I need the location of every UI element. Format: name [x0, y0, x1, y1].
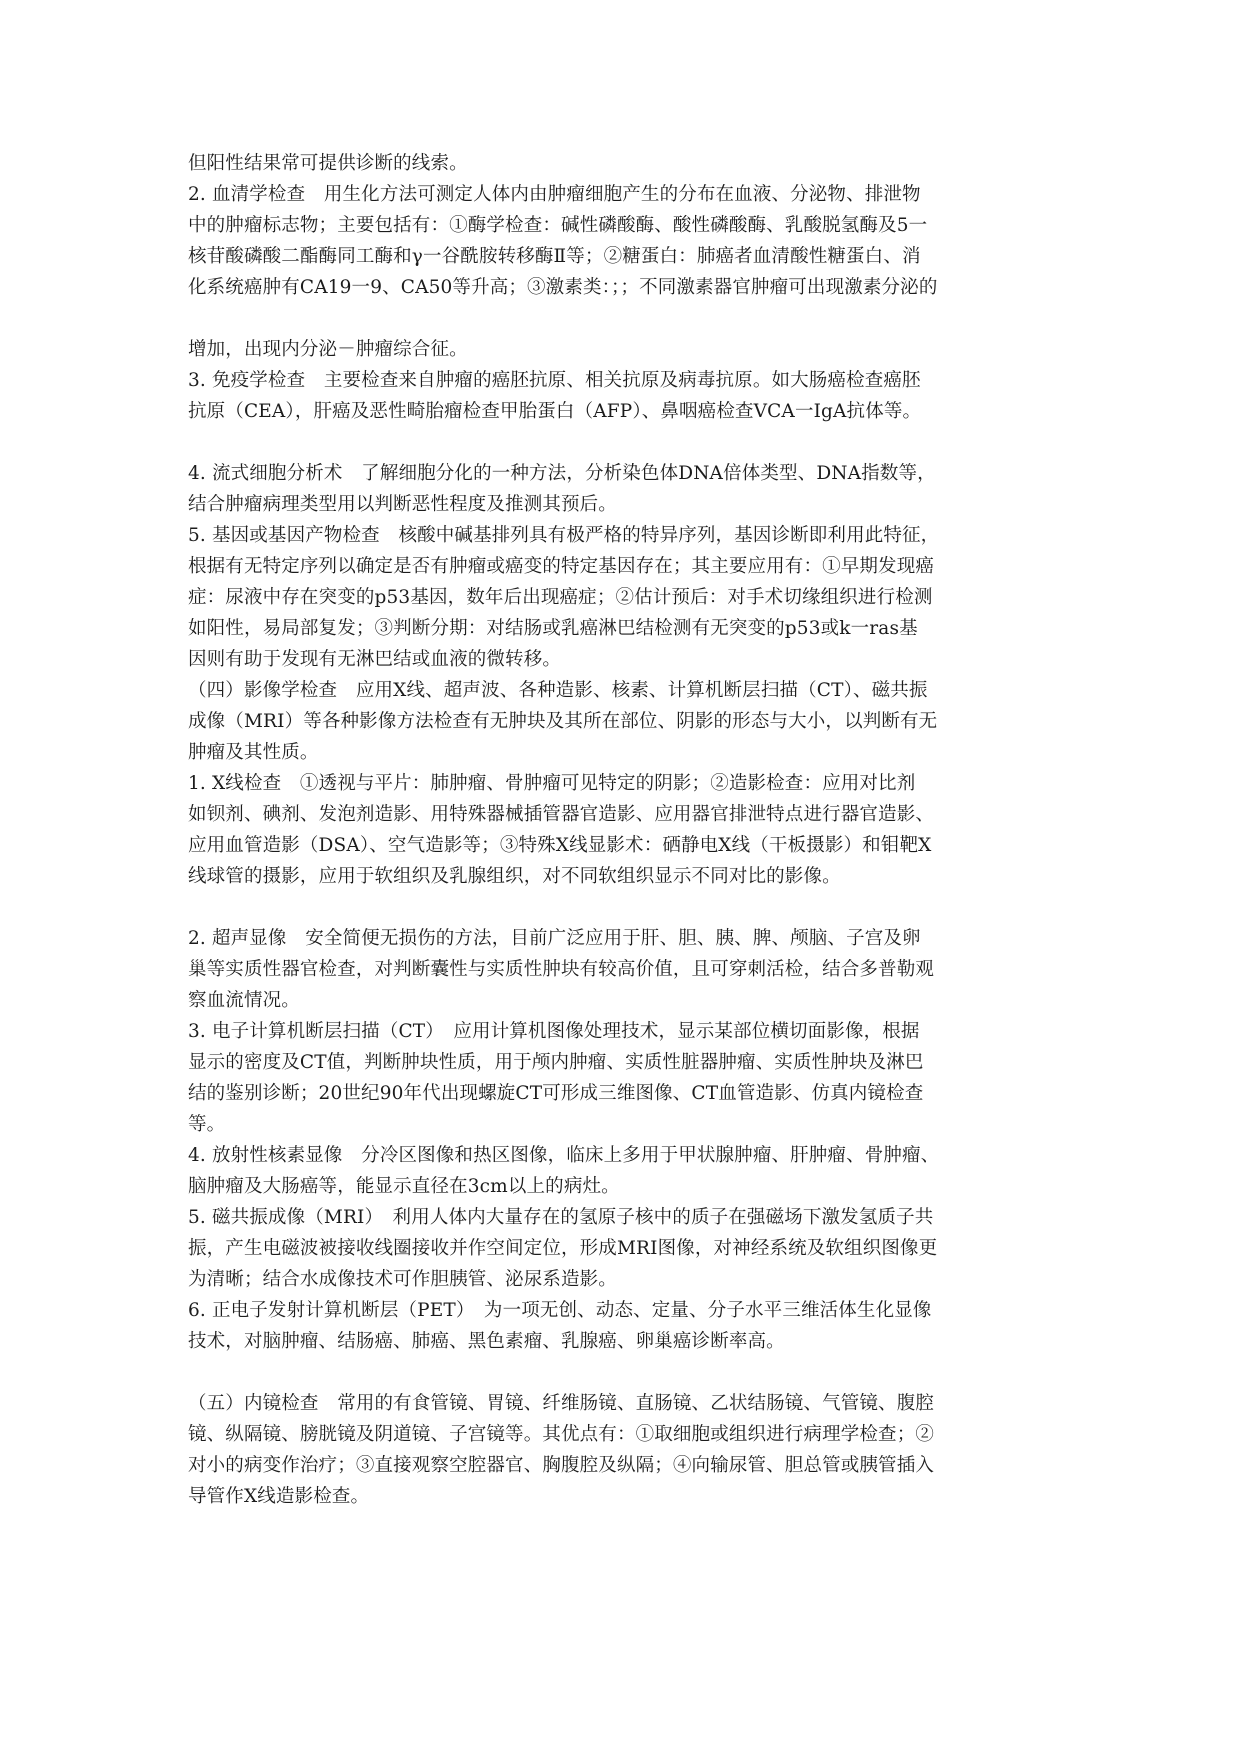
text-line: 导管作X线造影检查。 [188, 1486, 370, 1507]
blank-line [188, 427, 1068, 458]
text-line: 4. 流式细胞分析术 了解细胞分化的一种方法，分析染色体DNA倍体类型、DNA指数等， [188, 463, 936, 484]
text-line: 肿瘤及其性质。 [188, 742, 319, 763]
document-body [188, 148, 1068, 1512]
text-line: 4. 放射性核素显像 分冷区图像和热区图像，临床上多用于甲状腺肿瘤、肝肿瘤、骨肿瘤、 [188, 1145, 940, 1166]
text-line: 中的肿瘤标志物；主要包括有：①酶学检查：碱性磷酸酶、酸性磷酸酶、乳酸脱氢酶及5一 [188, 215, 928, 236]
text-line: 巢等实质性器官检查，对判断囊性与实质性肿块有较高价值，且可穿刺活检，结合多普勒观 [188, 959, 935, 980]
text-line: 5. 磁共振成像（MRI） 利用人体内大量存在的氢原子核中的质子在强磁场下激发氢质子共 [188, 1207, 934, 1228]
text-line: 如钡剂、碘剂、发泡剂造影、用特殊器械插管器官造影、应用器官排泄特点进行器官造影、 [188, 804, 935, 825]
text-line: 如阳性，易局部复发；③判断分期：对结肠或乳癌淋巴结检测有无突变的p53或k一ras基 [188, 618, 918, 639]
text-line: 症：尿液中存在突变的p53基因，数年后出现癌症；②估计预后：对手术切缘组织进行检测 [188, 587, 933, 608]
text-line: 脑肿瘤及大肠癌等，能显示直径在3cm以上的病灶。 [188, 1176, 620, 1197]
text-line: 等。 [188, 1114, 226, 1135]
text-line: 根据有无特定序列以确定是否有肿瘤或癌变的特定基因存在；其主要应用有：①早期发现癌 [188, 556, 935, 577]
text-line: 振，产生电磁波被接收线圈接收并作空间定位，形成MRI图像，对神经系统及软组织图像更 [188, 1238, 938, 1259]
text-line: 对小的病变作治疗；③直接观察空腔器官、胸腹腔及纵隔；④向输尿管、胆总管或胰管插入 [188, 1455, 935, 1476]
text-line: （四）影像学检查 应用X线、超声波、各种造影、核素、计算机断层扫描（CT）、磁共振 [188, 680, 928, 701]
text-line: 2. 血清学检查 用生化方法可测定人体内由肿瘤细胞产生的分布在血液、分泌物、排泄物 [188, 184, 921, 205]
text-line: 成像（MRI）等各种影像方法检查有无肿块及其所在部位、阴影的形态与大小，以判断有无 [188, 711, 938, 732]
text-line: 应用血管造影（DSA）、空气造影等；③特殊X线显影术：硒静电X线（干板摄影）和钼靶X [188, 835, 932, 856]
text-line: 2. 超声显像 安全简便无损伤的方法，目前广泛应用于肝、胆、胰、脾、颅脑、子宫及卵 [188, 928, 921, 949]
text-line: 但阳性结果常可提供诊断的线索。 [188, 153, 468, 174]
text-line: 核苷酸磷酸二酯酶同工酶和γ一谷酰胺转移酶Ⅱ等；②糖蛋白：肺癌者血清酸性糖蛋白、消 [188, 246, 921, 267]
text-line: 线球管的摄影，应用于软组织及乳腺组织，对不同软组织显示不同对比的影像。 [188, 866, 841, 887]
text-line: 为清晰；结合水成像技术可作胆胰管、泌尿系造影。 [188, 1269, 617, 1290]
text-line: 化系统癌肿有CA19一9、CA50等升高；③激素类：；；不同激素器官肿瘤可出现激素分泌的 [188, 277, 938, 298]
text-line: 3. 电子计算机断层扫描（CT） 应用计算机图像处理技术，显示某部位横切面影像，根据 [188, 1021, 920, 1042]
text-line: 6. 正电子发射计算机断层（PET） 为一项无创、动态、定量、分子水平三维活体生化显像 [188, 1300, 932, 1321]
blank-line [188, 892, 1068, 923]
text-line: 因则有助于发现有无淋巴结或血液的微转移。 [188, 649, 562, 670]
text-line: 察血流情况。 [188, 990, 300, 1011]
blank-line [188, 303, 1068, 334]
text-line: 结的鉴别诊断；20世纪90年代出现螺旋CT可形成三维图像、CT血管造影、仿真内镜检查 [188, 1083, 924, 1104]
text-line: 1. X线检查 ①透视与平片：肺肿瘤、骨肿瘤可见特定的阴影；②造影检查：应用对比剂 [188, 773, 916, 794]
text-line: 抗原（CEA），肝癌及恶性畸胎瘤检查甲胎蛋白（AFP）、鼻咽癌检查VCA一IgA抗体等。 [188, 401, 922, 422]
text-line: 显示的密度及CT值，判断肿块性质，用于颅内肿瘤、实质性脏器肿瘤、实质性肿块及淋巴 [188, 1052, 924, 1073]
text-line: 5. 基因或基因产物检查 核酸中碱基排列具有极严格的特异序列，基因诊断即利用此特征， [188, 525, 940, 546]
text-line: 技术，对脑肿瘤、结肠癌、肺癌、黑色素瘤、乳腺癌、卵巢癌诊断率高。 [188, 1331, 785, 1352]
text-line: （五）内镜检查 常用的有食管镜、胃镜、纤维肠镜、直肠镜、乙状结肠镜、气管镜、腹腔 [188, 1393, 935, 1414]
text-line: 增加，出现内分泌－肿瘤综合征。 [188, 339, 468, 360]
text-line: 3. 免疫学检查 主要检查来自肿瘤的癌胚抗原、相关抗原及病毒抗原。如大肠癌检查癌胚 [188, 370, 921, 391]
blank-line [188, 1357, 1068, 1388]
text-line: 结合肿瘤病理类型用以判断恶性程度及推测其预后。 [188, 494, 617, 515]
text-line: 镜、纵隔镜、膀胱镜及阴道镜、子宫镜等。其优点有：①取细胞或组织进行病理学检查；② [188, 1424, 935, 1445]
